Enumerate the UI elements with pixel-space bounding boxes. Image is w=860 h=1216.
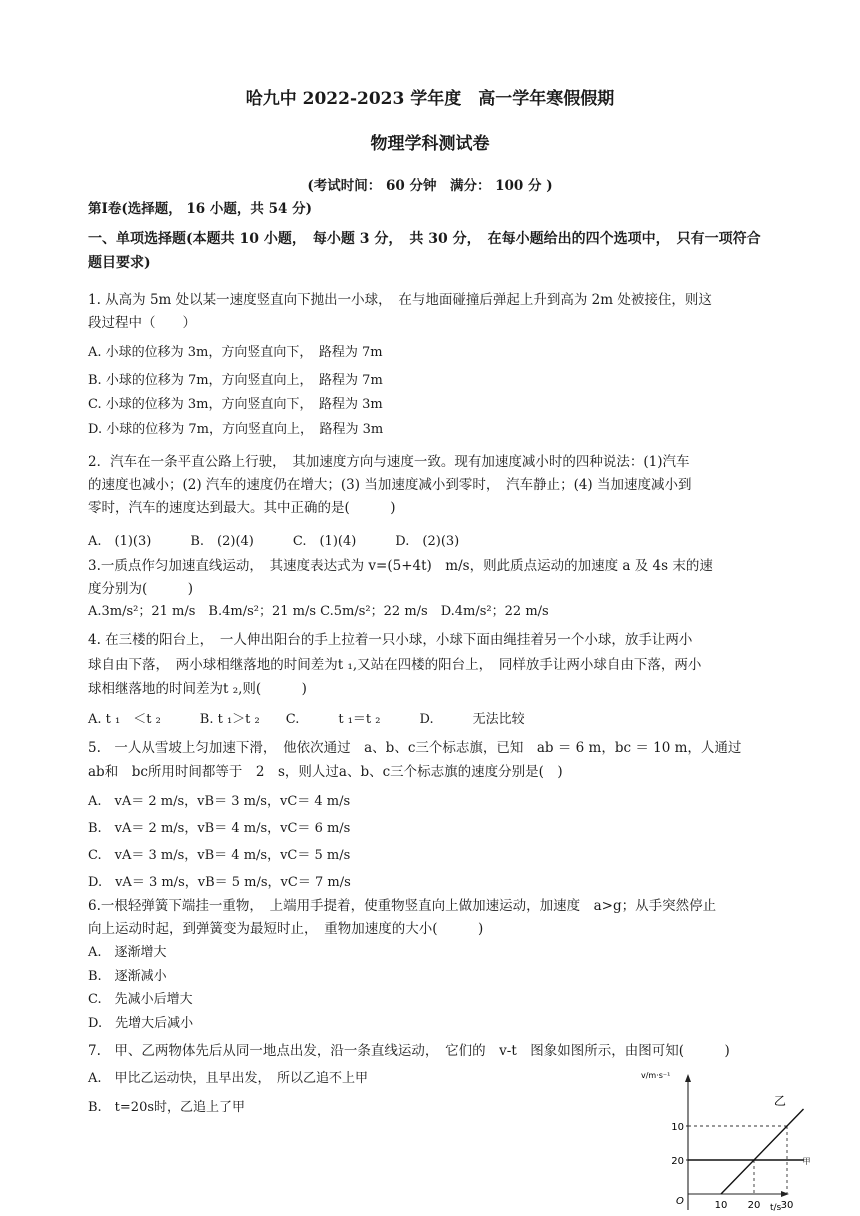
question-4-options: A. t ₁ ＜t ₂ B. t ₁＞t ₂ C. t ₁＝t ₂ D. 无法比较 [88,712,525,727]
question-6-stem-cont: 向上运动时起，到弹簧变为最短时止， 重物加速度的大小( ) [88,921,484,937]
question-7-stem: 7. 甲、乙两物体先后从同一地点出发，沿一条直线运动， 它们的 v-t 图象如图所示，由图可知( ) [88,1043,730,1059]
question-7-option-a: A. 甲比乙运动快，且早出发， 所以乙追不上甲 [88,1071,369,1086]
question-3-stem: 3.一质点作匀加速直线运动， 其速度表达式为 v=(5+4t) m/s，则此质点运动的加速度 a 及 4s 末的速 [88,558,713,574]
section-heading: 一、单项选择题(本题共 10 小题， 每小题 3 分， 共 30 分， 在每小题给出的四个选项中， 只有一项符合 [88,231,761,247]
question-2-stem-cont2: 零时，汽车的速度达到最大。其中正确的是( ) [88,500,396,516]
part-heading: 第Ⅰ卷(选择题， 16 小题，共 54 分) [88,201,312,217]
question-3-stem-cont: 度分别为( ) [88,581,194,597]
section-heading-cont: 题目要求) [88,255,151,271]
question-4-stem: 4. 在三楼的阳台上， 一人伸出阳台的手上拉着一只小球，小球下面由绳挂着另一个小球，放手让两小 [88,632,693,648]
question-2-stem: 2．汽车在一条平直公路上行驶， 其加速度方向与速度一致。现有加速度减小时的四种说法：(1)汽车 [88,454,690,470]
question-1-option-c: C. 小球的位移为 3m，方向竖直向下， 路程为 3m [88,397,383,412]
question-6-option-a: A. 逐渐增大 [88,945,167,960]
question-5-option-a: A. vA＝ 2 m/s，vB＝ 3 m/s，vC＝ 4 m/s [88,794,351,809]
question-6-option-d: D. 先增大后减小 [88,1016,194,1031]
question-1-option-b: B. 小球的位移为 7m，方向竖直向上， 路程为 7m [88,373,383,388]
question-1-stem-cont: 段过程中（ ） [88,315,196,331]
question-2-stem-cont: 的速度也减小；(2) 汽车的速度仍在增大；(3) 当加速度减小到零时， 汽车静止；(4) 当加速度减小到 [88,477,692,493]
vt-graph [633,1070,811,1216]
question-5-option-c: C. vA＝ 3 m/s，vB＝ 4 m/s，vC＝ 5 m/s [88,848,351,863]
series-label-yi: 乙 [773,1094,786,1108]
question-7-option-b: B. t=20s时，乙追上了甲 [88,1100,246,1115]
page-subtitle: 物理学科测试卷 [370,134,490,154]
y-tick-label: 10 [671,1122,684,1133]
question-6-option-c: C. 先减小后增大 [88,992,193,1007]
question-4-stem-cont2: 球相继落地的时间差为t ₂,则( ) [88,681,307,697]
page-title: 哈九中 2022-2023 学年度 高一学年寒假假期 [245,89,615,109]
question-5-option-d: D. vA＝ 3 m/s，vB＝ 5 m/s，vC＝ 7 m/s [88,875,351,890]
y-axis-arrow [685,1074,691,1082]
series-label-jia: 甲 [802,1157,811,1166]
question-5-stem: 5. 一人从雪坡上匀加速下滑， 他依次通过 a、b、c三个标志旗，已知 ab ＝ 6 m，bc ＝ 10 m，人通过 [88,740,742,756]
question-1-stem: 1. 从高为 5m 处以某一速度竖直向下抛出一小球， 在与地面碰撞后弹起上升到高为 2m 处被接住，则这 [88,292,712,308]
y-tick-label: 20 [671,1156,684,1167]
series-line-1 [721,1109,804,1194]
question-5-option-b: B. vA＝ 2 m/s，vB＝ 4 m/s，vC＝ 6 m/s [88,821,351,836]
x-tick-label: 30 [780,1200,794,1211]
question-1-option-d: D. 小球的位移为 7m，方向竖直向上， 路程为 3m [88,422,384,437]
question-6-option-b: B. 逐渐减小 [88,969,167,984]
y-axis-label: v/m·s⁻¹ [641,1071,671,1080]
question-5-stem-cont: ab和 bc所用时间都等于 2 s，则人过a、b、c三个标志旗的速度分别是( ) [88,764,563,780]
x-axis-label: t/s [770,1203,782,1213]
question-3-options: A.3m/s²；21 m/s B.4m/s²；21 m/s C.5m/s²；22 m/s D.4m/s²；22 m/s [88,604,549,619]
x-tick-label: 10 [714,1200,728,1211]
question-2-options: A. (1)(3) B. (2)(4) C. (1)(4) D. (2)(3) [88,534,460,549]
x-axis-arrow [781,1191,789,1197]
x-tick-label: 20 [747,1200,761,1211]
question-6-stem: 6.一根轻弹簧下端挂一重物， 上端用手提着，使重物竖直向上做加速运动，加速度 a>g；从手突然停止 [88,898,717,914]
exam-info: (考试时间： 60 分钟 满分： 100 分 ) [307,178,553,194]
question-1-option-a: A. 小球的位移为 3m，方向竖直向下， 路程为 7m [88,345,383,360]
question-4-stem-cont: 球自由下落， 两小球相继落地的时间差为t ₁,又站在四楼的阳台上， 同样放手让两小球自由下落，两小 [88,657,702,673]
origin-label: O [676,1196,684,1207]
